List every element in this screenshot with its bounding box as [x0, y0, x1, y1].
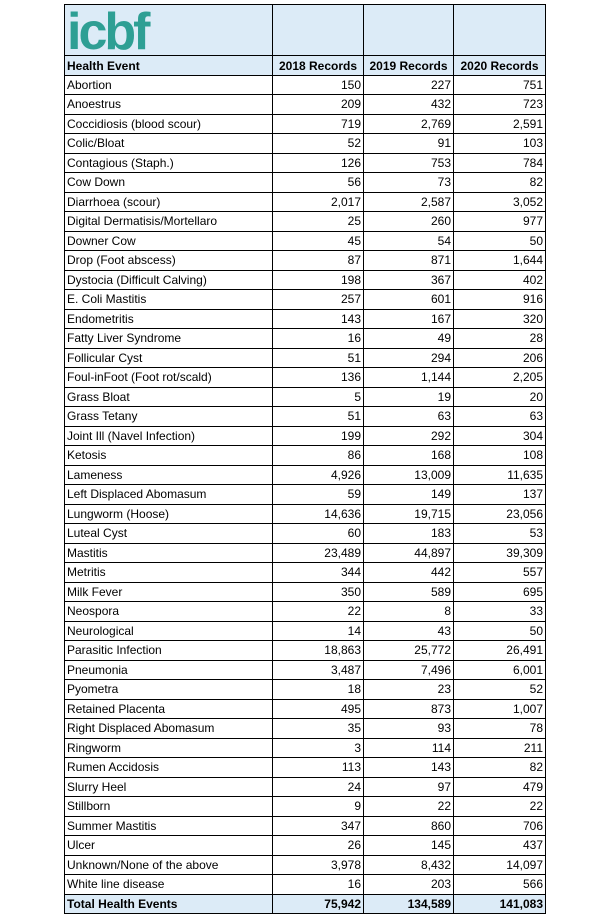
table-row [65, 329, 546, 349]
records-2020-cell: 82 [454, 758, 546, 778]
records-2019-cell: 292 [364, 426, 454, 446]
records-2019-cell: 1,144 [364, 368, 454, 388]
records-2020-cell: 566 [454, 875, 546, 895]
records-2019-cell: 294 [364, 348, 454, 368]
records-2020-cell: 304 [454, 426, 546, 446]
health-event-cell: Ringworm [65, 738, 273, 758]
records-2018-cell: 5 [273, 387, 364, 407]
health-event-cell: Rumen Accidosis [65, 758, 273, 778]
table-row [65, 543, 546, 563]
table-row [65, 290, 546, 310]
table-row [65, 602, 546, 622]
records-2020-cell: 14,097 [454, 855, 546, 875]
health-event-cell: Abortion [65, 75, 273, 95]
records-2019-cell: 19 [364, 387, 454, 407]
table-row [65, 816, 546, 836]
records-2020-cell: 557 [454, 563, 546, 583]
records-2018-cell: 3,978 [273, 855, 364, 875]
header-2019-records: 2019 Records [364, 56, 454, 76]
records-2020-cell: 1,644 [454, 251, 546, 271]
logo-cell [65, 5, 273, 56]
records-2018-cell: 51 [273, 348, 364, 368]
table-row [65, 387, 546, 407]
table-row [65, 75, 546, 95]
health-event-cell: Retained Placenta [65, 699, 273, 719]
records-2020-cell: 6,001 [454, 660, 546, 680]
records-2018-cell: 495 [273, 699, 364, 719]
records-2018-cell: 2,017 [273, 192, 364, 212]
records-2020-cell: 706 [454, 816, 546, 836]
health-event-cell: Follicular Cyst [65, 348, 273, 368]
table-row [65, 446, 546, 466]
records-2019-cell: 23 [364, 680, 454, 700]
health-event-cell: Ketosis [65, 446, 273, 466]
health-event-cell: Cow Down [65, 173, 273, 193]
health-event-cell: Foul-inFoot (Foot rot/scald) [65, 368, 273, 388]
svg-text:icbf: icbf [67, 5, 148, 53]
health-event-cell: Anoestrus [65, 95, 273, 115]
health-event-cell: Fatty Liver Syndrome [65, 329, 273, 349]
records-2019-cell: 22 [364, 797, 454, 817]
total-label: Total Health Events [65, 894, 273, 914]
health-event-cell: Lameness [65, 465, 273, 485]
records-2018-cell: 59 [273, 485, 364, 505]
health-event-cell: Milk Fever [65, 582, 273, 602]
records-2019-cell: 873 [364, 699, 454, 719]
records-2018-cell: 56 [273, 173, 364, 193]
records-2018-cell: 344 [273, 563, 364, 583]
records-2018-cell: 18 [273, 680, 364, 700]
records-2018-cell: 23,489 [273, 543, 364, 563]
records-2019-cell: 54 [364, 231, 454, 251]
health-event-cell: Summer Mastitis [65, 816, 273, 836]
records-2019-cell: 753 [364, 153, 454, 173]
records-2019-cell: 260 [364, 212, 454, 232]
records-2018-cell: 198 [273, 270, 364, 290]
table-row [65, 797, 546, 817]
header-2018-records: 2018 Records [273, 56, 364, 76]
records-2019-cell: 7,496 [364, 660, 454, 680]
records-2019-cell: 44,897 [364, 543, 454, 563]
table-row [65, 777, 546, 797]
records-2020-cell: 479 [454, 777, 546, 797]
health-event-cell: Drop (Foot abscess) [65, 251, 273, 271]
records-2020-cell: 63 [454, 407, 546, 427]
table-row [65, 348, 546, 368]
table-row [65, 231, 546, 251]
records-2019-cell: 203 [364, 875, 454, 895]
logo-row [65, 5, 546, 56]
records-2020-cell: 977 [454, 212, 546, 232]
records-2020-cell: 402 [454, 270, 546, 290]
table-row [65, 309, 546, 329]
records-2018-cell: 26 [273, 836, 364, 856]
table-row [65, 875, 546, 895]
header-blank-2020 [454, 5, 546, 56]
health-event-cell: Mastitis [65, 543, 273, 563]
records-2019-cell: 145 [364, 836, 454, 856]
records-2020-cell: 723 [454, 95, 546, 115]
health-event-cell: Coccidiosis (blood scour) [65, 114, 273, 134]
header-blank-2019 [364, 5, 454, 56]
records-2018-cell: 35 [273, 719, 364, 739]
health-event-cell: Unknown/None of the above [65, 855, 273, 875]
records-2020-cell: 916 [454, 290, 546, 310]
records-2020-cell: 52 [454, 680, 546, 700]
total-row [65, 894, 546, 914]
records-2018-cell: 199 [273, 426, 364, 446]
records-2019-cell: 168 [364, 446, 454, 466]
records-2020-cell: 137 [454, 485, 546, 505]
total-2020: 141,083 [454, 894, 546, 914]
health-event-cell: Dystocia (Difficult Calving) [65, 270, 273, 290]
records-2018-cell: 14 [273, 621, 364, 641]
column-header-row [65, 56, 546, 76]
records-2019-cell: 93 [364, 719, 454, 739]
records-2020-cell: 20 [454, 387, 546, 407]
records-2019-cell: 91 [364, 134, 454, 154]
records-2019-cell: 13,009 [364, 465, 454, 485]
records-2019-cell: 2,769 [364, 114, 454, 134]
records-2019-cell: 2,587 [364, 192, 454, 212]
icbf-logo [67, 5, 177, 53]
records-2018-cell: 86 [273, 446, 364, 466]
records-2019-cell: 227 [364, 75, 454, 95]
table-row [65, 426, 546, 446]
records-2018-cell: 3 [273, 738, 364, 758]
records-2018-cell: 18,863 [273, 641, 364, 661]
health-event-cell: Neospora [65, 602, 273, 622]
records-2018-cell: 257 [273, 290, 364, 310]
table-row [65, 465, 546, 485]
health-event-cell: Luteal Cyst [65, 524, 273, 544]
health-event-cell: White line disease [65, 875, 273, 895]
table-row [65, 212, 546, 232]
records-2019-cell: 183 [364, 524, 454, 544]
table-row [65, 738, 546, 758]
records-2020-cell: 78 [454, 719, 546, 739]
records-2020-cell: 108 [454, 446, 546, 466]
table-row [65, 251, 546, 271]
records-2018-cell: 113 [273, 758, 364, 778]
records-2018-cell: 136 [273, 368, 364, 388]
table-row [65, 95, 546, 115]
records-2018-cell: 14,636 [273, 504, 364, 524]
records-2019-cell: 8,432 [364, 855, 454, 875]
records-2018-cell: 25 [273, 212, 364, 232]
records-2019-cell: 442 [364, 563, 454, 583]
table-row [65, 641, 546, 661]
health-event-cell: Pneumonia [65, 660, 273, 680]
records-2020-cell: 26,491 [454, 641, 546, 661]
health-event-cell: Left Displaced Abomasum [65, 485, 273, 505]
header-health-event: Health Event [65, 56, 273, 76]
records-2020-cell: 82 [454, 173, 546, 193]
records-2018-cell: 60 [273, 524, 364, 544]
records-2018-cell: 51 [273, 407, 364, 427]
records-2020-cell: 206 [454, 348, 546, 368]
records-2019-cell: 871 [364, 251, 454, 271]
records-2019-cell: 114 [364, 738, 454, 758]
records-2019-cell: 73 [364, 173, 454, 193]
records-2018-cell: 143 [273, 309, 364, 329]
table-row [65, 173, 546, 193]
records-2019-cell: 589 [364, 582, 454, 602]
health-event-cell: Grass Bloat [65, 387, 273, 407]
records-2019-cell: 860 [364, 816, 454, 836]
records-2019-cell: 25,772 [364, 641, 454, 661]
table-row [65, 485, 546, 505]
records-2020-cell: 39,309 [454, 543, 546, 563]
records-2019-cell: 143 [364, 758, 454, 778]
health-event-cell: Slurry Heel [65, 777, 273, 797]
table-row [65, 699, 546, 719]
table-row [65, 368, 546, 388]
health-event-cell: Metritis [65, 563, 273, 583]
records-2020-cell: 320 [454, 309, 546, 329]
records-2020-cell: 23,056 [454, 504, 546, 524]
table-row [65, 582, 546, 602]
records-2019-cell: 97 [364, 777, 454, 797]
records-2018-cell: 209 [273, 95, 364, 115]
table-row [65, 680, 546, 700]
health-event-cell: Downer Cow [65, 231, 273, 251]
records-2018-cell: 24 [273, 777, 364, 797]
table-row [65, 153, 546, 173]
health-event-cell: Pyometra [65, 680, 273, 700]
records-2020-cell: 22 [454, 797, 546, 817]
health-events-table [64, 4, 546, 914]
records-2018-cell: 719 [273, 114, 364, 134]
records-2019-cell: 149 [364, 485, 454, 505]
records-2018-cell: 350 [273, 582, 364, 602]
table-row [65, 660, 546, 680]
table-row [65, 836, 546, 856]
records-2020-cell: 2,205 [454, 368, 546, 388]
table-row [65, 114, 546, 134]
records-2018-cell: 52 [273, 134, 364, 154]
records-2018-cell: 22 [273, 602, 364, 622]
total-2018: 75,942 [273, 894, 364, 914]
health-event-cell: Joint Ill (Navel Infection) [65, 426, 273, 446]
records-2019-cell: 167 [364, 309, 454, 329]
records-2018-cell: 150 [273, 75, 364, 95]
health-event-cell: Endometritis [65, 309, 273, 329]
records-2018-cell: 3,487 [273, 660, 364, 680]
records-2018-cell: 45 [273, 231, 364, 251]
records-2020-cell: 2,591 [454, 114, 546, 134]
header-blank-2018 [273, 5, 364, 56]
records-2020-cell: 28 [454, 329, 546, 349]
health-event-cell: E. Coli Mastitis [65, 290, 273, 310]
health-event-cell: Lungworm (Hoose) [65, 504, 273, 524]
table-row [65, 524, 546, 544]
table-row [65, 855, 546, 875]
records-2018-cell: 16 [273, 875, 364, 895]
table-row [65, 758, 546, 778]
health-event-cell: Parasitic Infection [65, 641, 273, 661]
health-event-cell: Ulcer [65, 836, 273, 856]
records-2020-cell: 11,635 [454, 465, 546, 485]
records-2020-cell: 103 [454, 134, 546, 154]
records-2020-cell: 211 [454, 738, 546, 758]
health-event-cell: Stillborn [65, 797, 273, 817]
records-2018-cell: 4,926 [273, 465, 364, 485]
records-2019-cell: 19,715 [364, 504, 454, 524]
records-2019-cell: 63 [364, 407, 454, 427]
records-2020-cell: 3,052 [454, 192, 546, 212]
table-row [65, 504, 546, 524]
records-2018-cell: 9 [273, 797, 364, 817]
records-2019-cell: 8 [364, 602, 454, 622]
table-row [65, 563, 546, 583]
records-2019-cell: 367 [364, 270, 454, 290]
health-event-cell: Diarrhoea (scour) [65, 192, 273, 212]
records-2018-cell: 126 [273, 153, 364, 173]
records-2020-cell: 53 [454, 524, 546, 544]
records-2019-cell: 43 [364, 621, 454, 641]
table-row [65, 270, 546, 290]
records-2020-cell: 437 [454, 836, 546, 856]
records-2020-cell: 50 [454, 231, 546, 251]
records-2018-cell: 347 [273, 816, 364, 836]
records-2020-cell: 50 [454, 621, 546, 641]
health-event-cell: Neurological [65, 621, 273, 641]
table-row [65, 134, 546, 154]
health-event-cell: Colic/Bloat [65, 134, 273, 154]
total-2019: 134,589 [364, 894, 454, 914]
table-row [65, 192, 546, 212]
records-2020-cell: 751 [454, 75, 546, 95]
records-2020-cell: 33 [454, 602, 546, 622]
health-event-cell: Grass Tetany [65, 407, 273, 427]
header-2020-records: 2020 Records [454, 56, 546, 76]
records-2020-cell: 695 [454, 582, 546, 602]
records-2018-cell: 16 [273, 329, 364, 349]
records-2020-cell: 1,007 [454, 699, 546, 719]
records-2019-cell: 49 [364, 329, 454, 349]
table-row [65, 719, 546, 739]
records-2019-cell: 601 [364, 290, 454, 310]
records-2018-cell: 87 [273, 251, 364, 271]
health-event-cell: Contagious (Staph.) [65, 153, 273, 173]
records-2019-cell: 432 [364, 95, 454, 115]
health-event-cell: Right Displaced Abomasum [65, 719, 273, 739]
health-event-cell: Digital Dermatisis/Mortellaro [65, 212, 273, 232]
records-2020-cell: 784 [454, 153, 546, 173]
table-row [65, 407, 546, 427]
table-row [65, 621, 546, 641]
